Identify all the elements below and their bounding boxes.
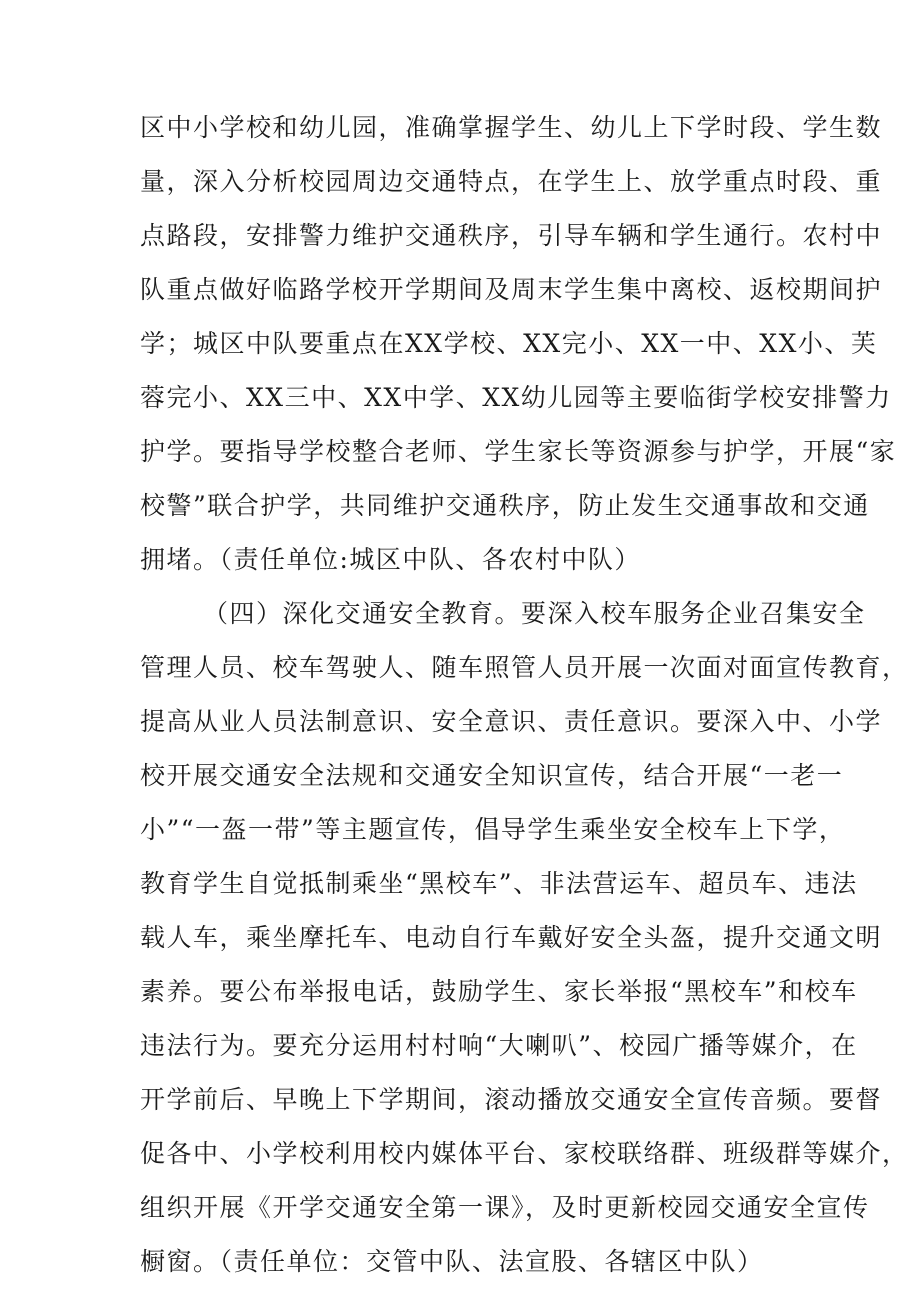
paragraph-line: 学；城区中队要重点在XX学校、XX完小、XX一中、XX小、芙 [140, 329, 878, 358]
paragraph-line: 拥堵。（责任单位:城区中队、各农村中队） [140, 545, 641, 574]
paragraph-line: 区中小学校和幼儿园，准确掌握学生、幼儿上下学时段、学生数 [140, 113, 883, 142]
paragraph-line: 组织开展《开学交通安全第一课》，及时更新校园交通安全宣传 [140, 1193, 870, 1222]
section-heading-line: （四）深化交通安全教育。要深入校车服务企业召集安全 [203, 599, 866, 628]
paragraph-line: 点路段，安排警力维护交通秩序，引导车辆和学生通行。农村中 [140, 221, 883, 250]
paragraph-line: 量，深入分析校园周边交通特点，在学生上、放学重点时段、重 [140, 167, 883, 196]
paragraph-line: 校开展交通安全法规和交通安全知识宣传，结合开展“一老一 [140, 761, 844, 790]
paragraph-line: 素养。要公布举报电话，鼓励学生、家长举报“黑校车”和校车 [140, 977, 858, 1006]
paragraph-line: 载人车，乘坐摩托车、电动自行车戴好安全头盔，提升交通文明 [140, 923, 883, 952]
paragraph-line: 队重点做好临路学校开学期间及周末学生集中离校、返校期间护 [140, 275, 883, 304]
paragraph-line: 管理人员、校车驾驶人、随车照管人员开展一次面对面宣传教育， [140, 653, 909, 682]
paragraph-line: 促各中、小学校利用校内媒体平台、家校联络群、班级群等媒介， [140, 1139, 909, 1168]
paragraph-line: 校警”联合护学，共同维护交通秩序，防止发生交通事故和交通 [140, 491, 870, 520]
paragraph-line: 小”“一盔一带”等主题宣传，倡导学生乘坐安全校车上下学， [140, 815, 846, 844]
paragraph-line: 护学。要指导学校整合老师、学生家长等资源参与护学，开展“家 [140, 437, 897, 466]
paragraph-line: 蓉完小、XX三中、XX中学、XX幼儿园等主要临街学校安排警力 [140, 383, 892, 412]
paragraph-line: 违法行为。要充分运用村村响“大喇叭”、校园广播等媒介，在 [140, 1031, 858, 1060]
paragraph-line: 开学前后、早晚上下学期间，滚动播放交通安全宣传音频。要督 [140, 1085, 883, 1114]
paragraph-line: 提高从业人员法制意识、安全意识、责任意识。要深入中、小学 [140, 707, 883, 736]
paragraph-line: 教育学生自觉抵制乘坐“黑校车”、非法营运车、超员车、违法 [140, 869, 858, 898]
paragraph-line: 橱窗。（责任单位：交管中队、法宣股、各辖区中队） [140, 1247, 764, 1276]
